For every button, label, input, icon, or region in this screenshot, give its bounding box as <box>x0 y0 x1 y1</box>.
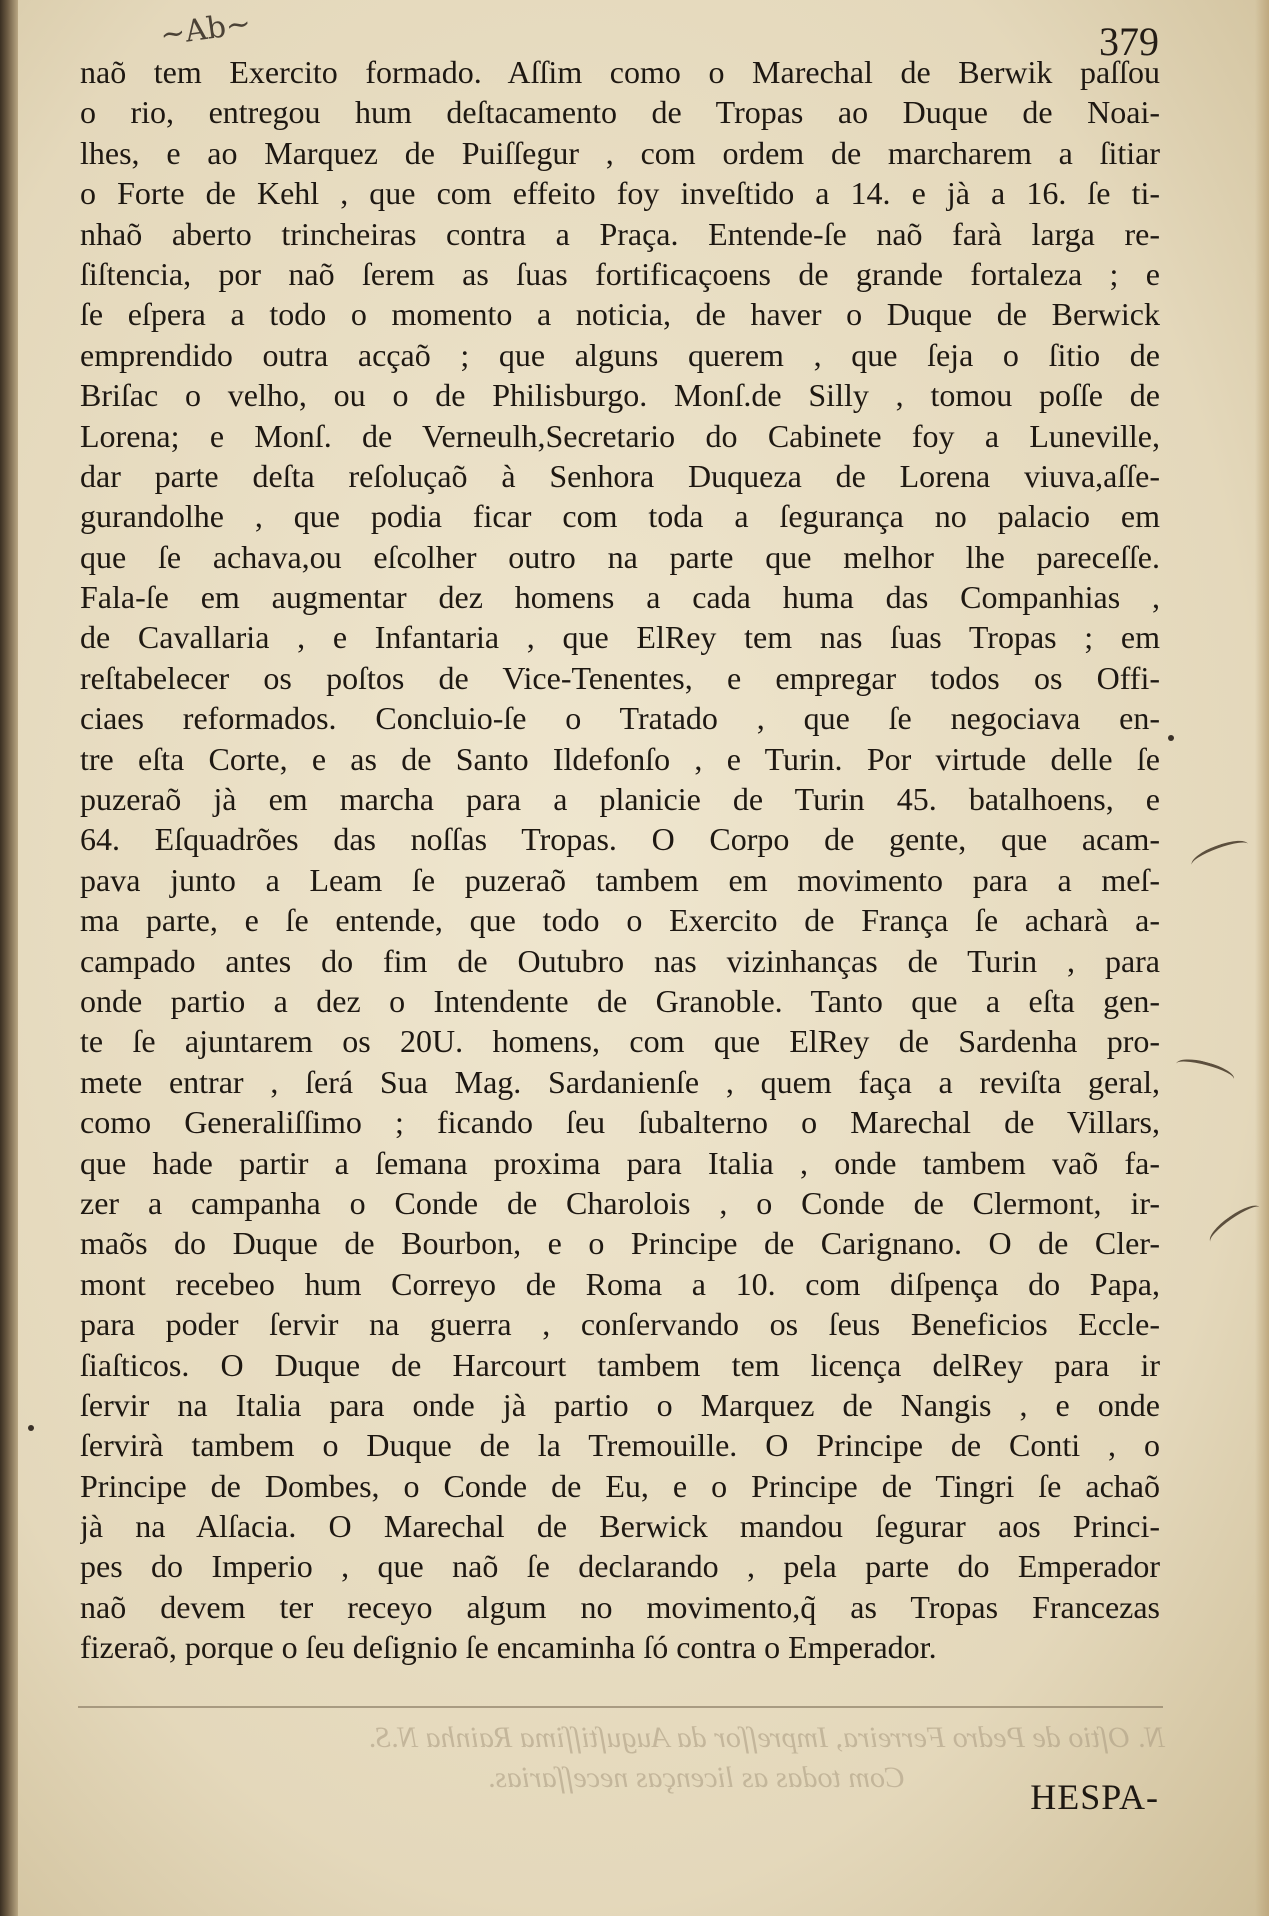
text-line: te ſe ajuntarem os 20U. homens, com que ElRey de Sardenha pro- <box>80 1023 1160 1060</box>
text-line: que hade partir a ſemana proxima para Italia , onde tambem vaõ fa- <box>80 1144 1160 1181</box>
text-line: dar parte deſta reſoluçaõ à Senhora Duqueza de Lorena viuva,aſſe- <box>80 457 1160 494</box>
text-line: lhes, e ao Marquez de Puiſſegur , com ordem de marcharem a ſitiar <box>80 134 1160 171</box>
footer-rule <box>78 1706 1163 1708</box>
text-line: tre eſta Corte, e as de Santo Ildefonſo , e Turin. Por virtude delle ſe <box>80 740 1160 777</box>
text-line: gurandolhe , que podia ficar com toda a ſegurança no palacio em <box>80 498 1160 535</box>
text-line: 64. Eſquadrões das noſſas Tropas. O Corpo de gente, que acam- <box>80 821 1160 858</box>
body-text <box>80 52 1160 1668</box>
text-line: mete entrar , ſerá Sua Mag. Sardanienſe , quem faça a reviſta geral, <box>80 1063 1160 1100</box>
book-binding-shadow <box>0 0 18 1916</box>
text-line: reſtabelecer os poſtos de Vice-Tenentes, e empregar todos os Offi- <box>80 659 1160 696</box>
text-line: ma parte, e ſe entende, que todo o Exercito de França ſe acharà a- <box>80 902 1160 939</box>
text-line: ſiſtencia, por naõ ſerem as ſuas fortificaçoens de grande fortaleza ; e <box>80 255 1160 292</box>
page-number: 379 <box>1099 19 1159 64</box>
text-line: zer a campanha o Conde de Charolois , o Conde de Clermont, ir- <box>80 1184 1160 1221</box>
text-line: o rio, entregou hum deſtacamento de Tropas ao Duque de Noai- <box>80 94 1160 131</box>
margin-speck <box>1168 735 1174 741</box>
text-line: Briſac o velho, ou o de Philisburgo. Monſ.de Silly , tomou poſſe de <box>80 377 1160 414</box>
show-through-line: N. Oſtio de Pedro Ferreira, Impreſſor da Auguſtiſſima Rainha N.S. <box>368 1721 1165 1754</box>
text-line: o Forte de Kehl , que com effeito foy inveſtido a 14. e jà a 16. ſe ti- <box>80 175 1160 212</box>
text-line: Fala-ſe em augmentar dez homens a cada huma das Companhias , <box>80 579 1160 616</box>
margin-tear-mark <box>1174 1055 1237 1089</box>
text-line: mont recebeo hum Correyo de Roma a 10. com diſpença do Papa, <box>80 1265 1160 1302</box>
text-line: ſe eſpera a todo o momento a noticia, de haver o Duque de Berwick <box>80 296 1160 333</box>
text-line: pava junto a Leam ſe puzeraõ tambem em movimento para a meſ- <box>80 861 1160 898</box>
text-line: puzeraõ jà em marcha para a planicie de Turin 45. batalhoens, e <box>80 781 1160 818</box>
text-line: Lorena; e Monſ. de Verneulh,Secretario do Cabinete foy a Luneville, <box>80 417 1160 454</box>
margin-speck <box>28 1425 34 1431</box>
text-line: ciaes reformados. Concluio-ſe o Tratado , que ſe negociava en- <box>80 700 1160 737</box>
text-line: onde partio a dez o Intendente de Granoble. Tanto que a eſta gen- <box>80 982 1160 1019</box>
text-line-last: fizeraõ, porque o ſeu deſignio ſe encaminha ſó contra o Emperador. <box>80 1629 937 1666</box>
text-line: campado antes do fim de Outubro nas vizinhanças de Turin , para <box>80 942 1160 979</box>
text-line: naõ devem ter receyo algum no movimento,q̃ as Tropas Francezas <box>80 1588 1160 1625</box>
text-line: ſervirà tambem o Duque de la Tremouille. O Principe de Conti , o <box>80 1427 1160 1464</box>
text-line: pes do Imperio , que naõ ſe declarando , pela parte do Emperador <box>80 1548 1160 1585</box>
text-line: ſervir na Italia para onde jà partio o Marquez de Nangis , e onde <box>80 1386 1160 1423</box>
page-edge <box>1255 0 1269 1916</box>
text-line: emprendido outra acçaõ ; que alguns querem , que ſeja o ſitio de <box>80 336 1160 373</box>
margin-tear-mark <box>1189 835 1252 873</box>
text-line: jà na Alſacia. O Marechal de Berwick mandou ſegurar aos Princi- <box>80 1508 1160 1545</box>
show-through-line: Com todas as licenças neceſſarias. <box>487 1761 905 1794</box>
text-line: como Generaliſſimo ; ficando ſeu ſubalterno o Marechal de Villars, <box>80 1104 1160 1141</box>
text-line: naõ tem Exercito formado. Aſſim como o Marechal de Berwik paſſou <box>80 54 1160 90</box>
text-line: nhaõ aberto trincheiras contra a Praça. Entende-ſe naõ farà larga re- <box>80 215 1160 252</box>
text-line: maõs do Duque de Bourbon, e o Principe de Carignano. O de Cler- <box>80 1225 1160 1262</box>
text-line: para poder ſervir na guerra , conſervando os ſeus Beneficios Eccle- <box>80 1306 1160 1343</box>
text-line: que ſe achava,ou eſcolher outro na parte que melhor lhe pareceſſe. <box>80 538 1160 575</box>
text-line: Principe de Dombes, o Conde de Eu, e o Principe de Tingri ſe achaõ <box>80 1467 1160 1504</box>
text-line: de Cavallaria , e Infantaria , que ElRey tem nas ſuas Tropas ; em <box>80 619 1160 656</box>
catchword: HESPA- <box>1030 1777 1159 1817</box>
show-through-text <box>105 1718 1165 1798</box>
text-line: ſiaſticos. O Duque de Harcourt tambem tem licença delRey para ir <box>80 1346 1160 1383</box>
handwritten-scribble: ~Ab~ <box>158 5 254 54</box>
